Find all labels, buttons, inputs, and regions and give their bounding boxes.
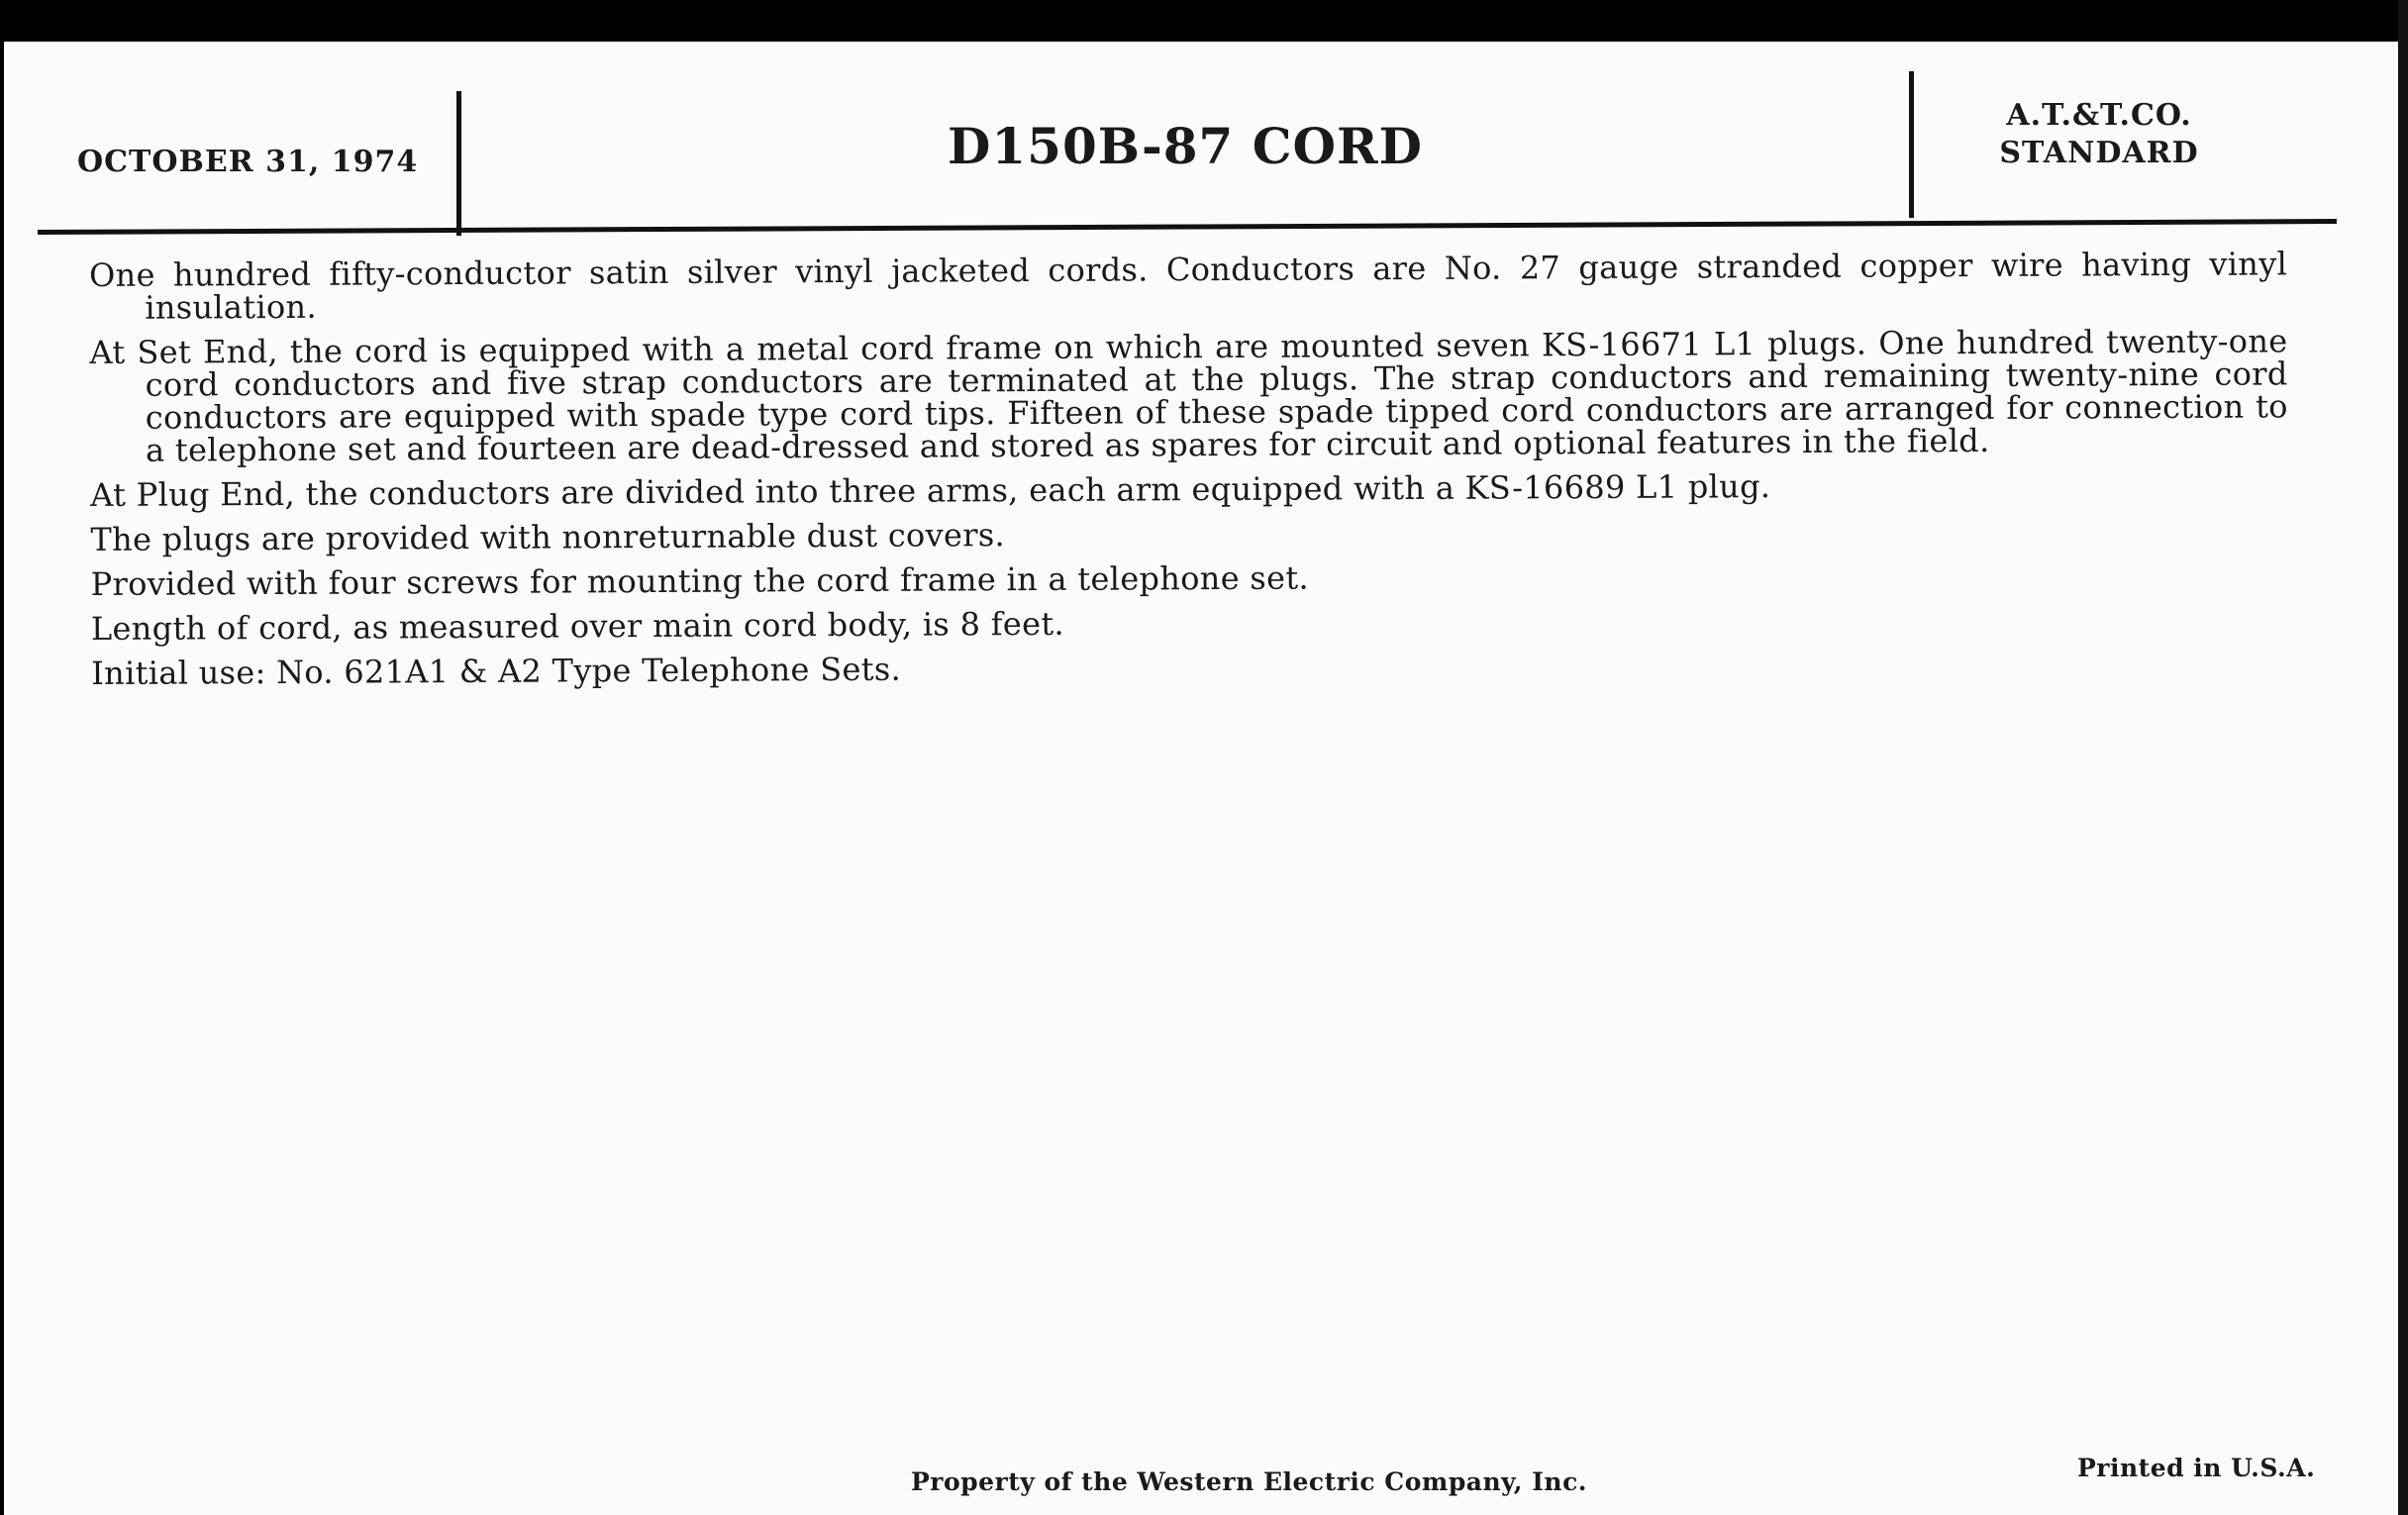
document-title: D150B-87 CORD (948, 117, 1423, 175)
scan-border-top (0, 0, 2408, 42)
header-divider-right (1909, 71, 1914, 218)
paragraph-description: One hundred fifty-conductor satin silver vinyl jacketed cords. Conductors are No. 27 gauge stranded copper wire having vinyl insulation. (88, 245, 2288, 327)
paragraph-initial-use: Initial use: No. 621A1 & A2 Type Telephone Sets. (91, 650, 902, 692)
printed-notice: Printed in U.S.A. (2077, 1454, 2316, 1482)
paragraph-dust-covers: The plugs are provided with nonreturnable dust covers. (90, 516, 1006, 558)
scan-border-right (2398, 0, 2408, 1515)
paragraph-screws: Provided with four screws for mounting the cord frame in a telephone set. (90, 558, 1310, 603)
paragraph-length: Length of cord, as measured over main cord body, is 8 feet. (90, 604, 1065, 648)
document-date: OCTOBER 31, 1974 (77, 145, 419, 179)
standard-label-line2: STANDARD (1999, 136, 2199, 170)
standard-label (1941, 97, 2258, 172)
property-notice: Property of the Western Electric Company, Inc. (911, 1467, 1588, 1496)
standard-label-line1: A.T.&T.CO. (2006, 98, 2192, 133)
paragraph-set-end: At Set End, the cord is equipped with a metal cord frame on which are mounted seven KS-16671 L1 plugs. One hundred twenty-one cord conductors and five strap conductors are terminated at the plugs. The strap conductors and remaining twenty-nine cord conductors are equipped with spade type cord tips. Fifteen of these spade tipped cord conductors are arranged for connection to a telephone set and fourteen are dead-dressed and stored as spares for circuit and optional features in the field. (89, 322, 2288, 469)
paragraph-plug-end: At Plug End, the conductors are divided into three arms, each arm equipped with a KS-16689 L1 plug. (90, 467, 1771, 514)
specification-body (88, 245, 2289, 702)
